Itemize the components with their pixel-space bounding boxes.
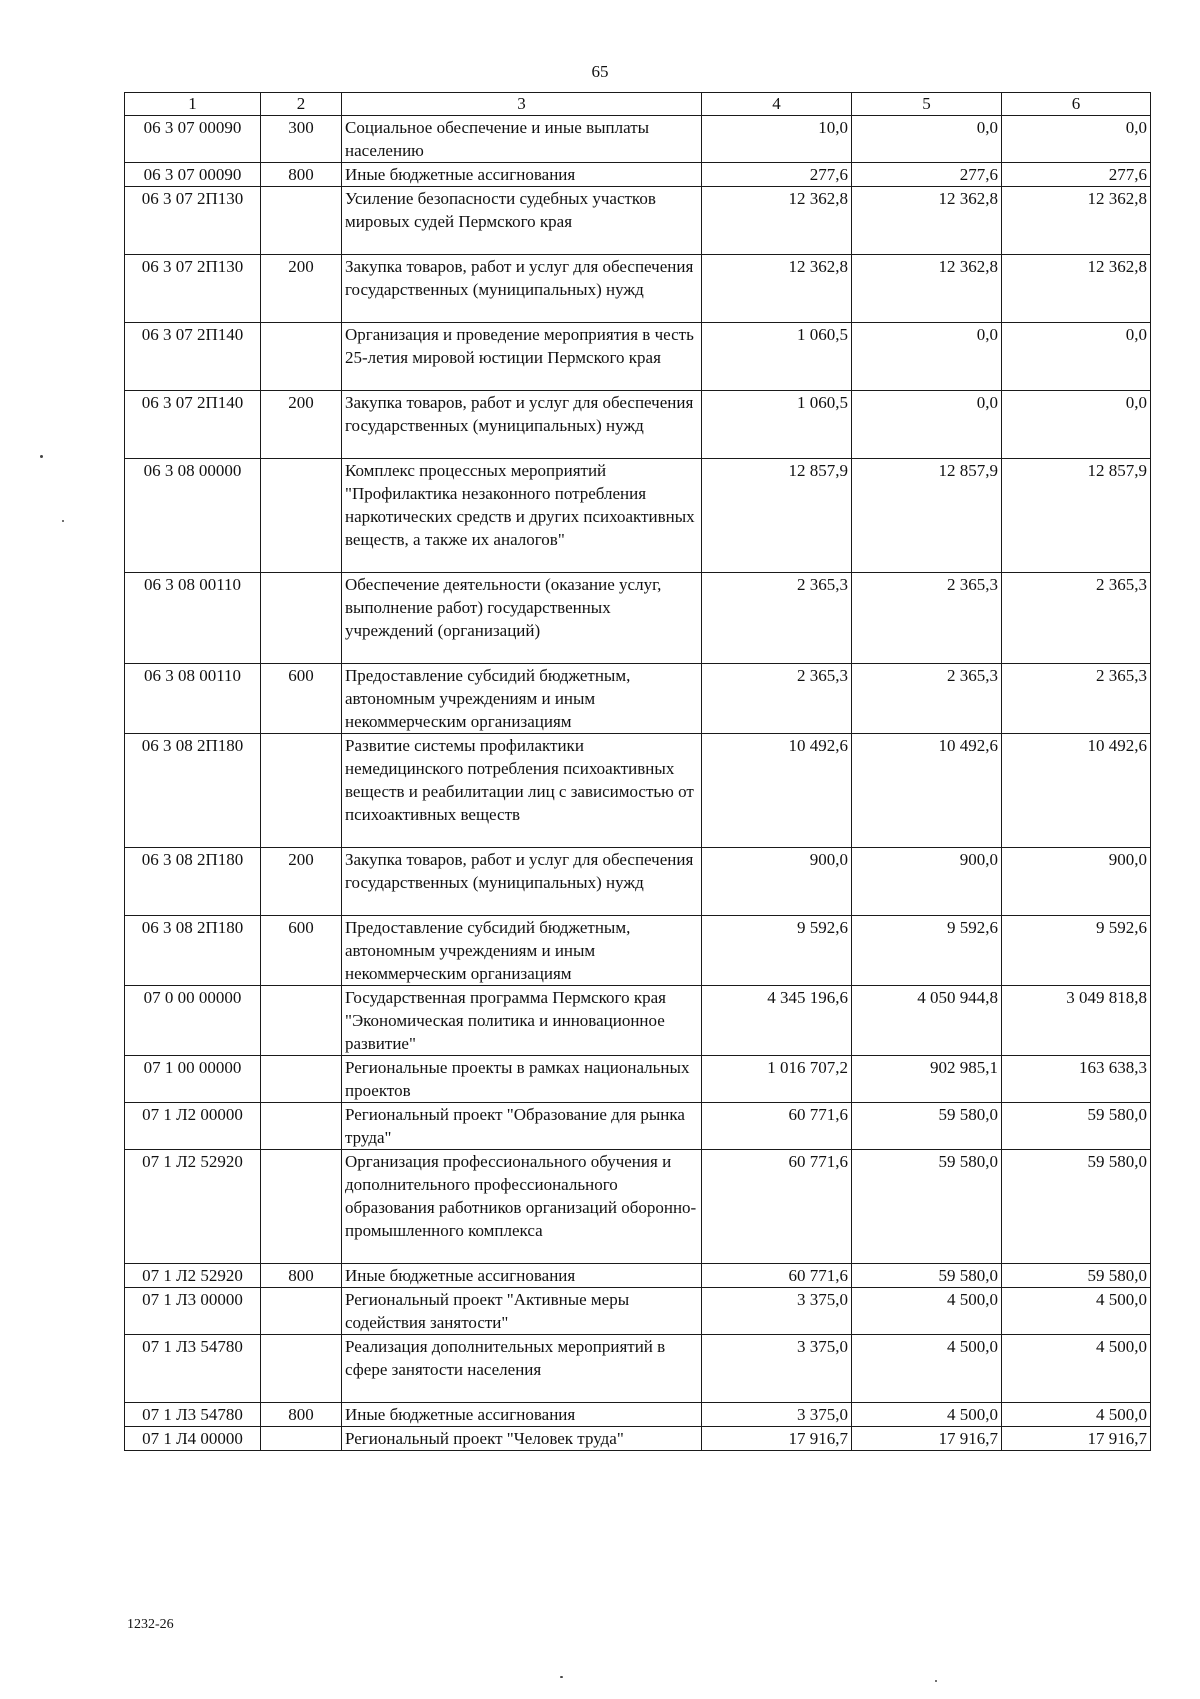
row-value-2-cell: 4 500,0 (852, 1288, 1002, 1335)
row-value-3-cell: 59 580,0 (1002, 1103, 1151, 1150)
row-expense-type-cell: 600 (261, 916, 342, 986)
row-value-1-cell: 1 060,5 (702, 323, 852, 391)
table-row (125, 573, 1151, 664)
row-value-1-cell: 277,6 (702, 163, 852, 187)
row-name-cell: Иные бюджетные ассигнования (342, 1264, 702, 1288)
row-expense-type-cell (261, 1427, 342, 1451)
row-code-cell: 07 1 Л2 52920 (125, 1264, 261, 1288)
row-value-1-cell: 4 345 196,6 (702, 986, 852, 1056)
row-value-3-cell: 2 365,3 (1002, 664, 1151, 734)
row-name-cell: Реализация дополнительных мероприятий в сфере занятости населения (342, 1335, 702, 1403)
row-code-cell: 06 3 08 00110 (125, 664, 261, 734)
row-name-cell: Региональный проект "Активные меры содействия занятости" (342, 1288, 702, 1335)
row-expense-type-cell (261, 459, 342, 573)
row-expense-type-cell (261, 1288, 342, 1335)
row-value-2-cell: 17 916,7 (852, 1427, 1002, 1451)
row-value-2-cell: 902 985,1 (852, 1056, 1002, 1103)
table-row (125, 1403, 1151, 1427)
table-row (125, 187, 1151, 255)
row-value-3-cell: 2 365,3 (1002, 573, 1151, 664)
row-value-2-cell: 59 580,0 (852, 1264, 1002, 1288)
row-value-2-cell: 0,0 (852, 323, 1002, 391)
document-code: 1232-26 (127, 1617, 174, 1632)
row-expense-type-cell: 200 (261, 391, 342, 459)
row-code-cell: 06 3 08 00000 (125, 459, 261, 573)
budget-table (124, 92, 1151, 1451)
row-value-1-cell: 60 771,6 (702, 1264, 852, 1288)
table-row (125, 734, 1151, 848)
row-expense-type-cell (261, 986, 342, 1056)
row-value-2-cell: 12 857,9 (852, 459, 1002, 573)
table-row (125, 1056, 1151, 1103)
row-value-3-cell: 4 500,0 (1002, 1335, 1151, 1403)
row-name-cell: Комплекс процессных мероприятий "Профилактика незаконного потребления наркотических средств и других психоактивных веществ, а также их аналогов" (342, 459, 702, 573)
row-code-cell: 07 1 Л3 54780 (125, 1403, 261, 1427)
row-expense-type-cell (261, 323, 342, 391)
row-expense-type-cell: 600 (261, 664, 342, 734)
row-code-cell: 07 1 Л4 00000 (125, 1427, 261, 1451)
row-value-2-cell: 4 500,0 (852, 1403, 1002, 1427)
row-name-cell: Закупка товаров, работ и услуг для обеспечения государственных (муниципальных) нужд (342, 255, 702, 323)
row-value-1-cell: 12 362,8 (702, 255, 852, 323)
row-expense-type-cell: 200 (261, 848, 342, 916)
row-value-1-cell: 9 592,6 (702, 916, 852, 986)
row-name-cell: Усиление безопасности судебных участков мировых судей Пермского края (342, 187, 702, 255)
row-expense-type-cell (261, 1056, 342, 1103)
column-header: 4 (702, 93, 852, 116)
row-value-3-cell: 59 580,0 (1002, 1264, 1151, 1288)
column-header: 3 (342, 93, 702, 116)
row-code-cell: 06 3 08 2П180 (125, 734, 261, 848)
row-name-cell: Организация профессионального обучения и дополнительного профессионального образования работников организаций оборонно-промышленного комплекса (342, 1150, 702, 1264)
row-value-2-cell: 12 362,8 (852, 255, 1002, 323)
row-value-1-cell: 3 375,0 (702, 1403, 852, 1427)
row-value-1-cell: 17 916,7 (702, 1427, 852, 1451)
row-value-3-cell: 163 638,3 (1002, 1056, 1151, 1103)
row-value-3-cell: 59 580,0 (1002, 1150, 1151, 1264)
row-value-1-cell: 2 365,3 (702, 573, 852, 664)
row-value-1-cell: 10 492,6 (702, 734, 852, 848)
row-code-cell: 06 3 07 2П130 (125, 187, 261, 255)
row-code-cell: 07 1 Л2 00000 (125, 1103, 261, 1150)
table-row (125, 116, 1151, 163)
row-name-cell: Организация и проведение мероприятия в честь 25-летия мировой юстиции Пермского края (342, 323, 702, 391)
row-value-1-cell: 3 375,0 (702, 1335, 852, 1403)
row-value-2-cell: 900,0 (852, 848, 1002, 916)
row-value-3-cell: 12 362,8 (1002, 255, 1151, 323)
row-code-cell: 06 3 08 2П180 (125, 916, 261, 986)
row-code-cell: 06 3 08 00110 (125, 573, 261, 664)
row-value-2-cell: 12 362,8 (852, 187, 1002, 255)
table-row (125, 1264, 1151, 1288)
row-code-cell: 07 1 Л3 00000 (125, 1288, 261, 1335)
row-name-cell: Закупка товаров, работ и услуг для обеспечения государственных (муниципальных) нужд (342, 391, 702, 459)
column-header: 2 (261, 93, 342, 116)
row-value-1-cell: 12 362,8 (702, 187, 852, 255)
table-row (125, 391, 1151, 459)
row-expense-type-cell (261, 1103, 342, 1150)
row-value-2-cell: 277,6 (852, 163, 1002, 187)
row-name-cell: Закупка товаров, работ и услуг для обеспечения государственных (муниципальных) нужд (342, 848, 702, 916)
header-row (125, 93, 1151, 116)
row-value-2-cell: 10 492,6 (852, 734, 1002, 848)
row-value-3-cell: 4 500,0 (1002, 1403, 1151, 1427)
scan-speck (40, 455, 43, 458)
row-value-3-cell: 3 049 818,8 (1002, 986, 1151, 1056)
row-name-cell: Региональный проект "Образование для рынка труда" (342, 1103, 702, 1150)
row-name-cell: Развитие системы профилактики немедицинского потребления психоактивных веществ и реабилитации лиц с зависимостью от психоактивных веществ (342, 734, 702, 848)
table-row (125, 1288, 1151, 1335)
table-row (125, 986, 1151, 1056)
row-name-cell: Иные бюджетные ассигнования (342, 163, 702, 187)
row-value-3-cell: 0,0 (1002, 391, 1151, 459)
row-name-cell: Предоставление субсидий бюджетным, автономным учреждениям и иным некоммерческим организациям (342, 916, 702, 986)
row-name-cell: Социальное обеспечение и иные выплаты населению (342, 116, 702, 163)
row-name-cell: Предоставление субсидий бюджетным, автономным учреждениям и иным некоммерческим организациям (342, 664, 702, 734)
row-value-3-cell: 10 492,6 (1002, 734, 1151, 848)
row-value-3-cell: 0,0 (1002, 323, 1151, 391)
row-name-cell: Обеспечение деятельности (оказание услуг, выполнение работ) государственных учреждений (организаций) (342, 573, 702, 664)
row-code-cell: 06 3 07 00090 (125, 116, 261, 163)
row-value-1-cell: 60 771,6 (702, 1150, 852, 1264)
row-value-2-cell: 2 365,3 (852, 664, 1002, 734)
row-value-3-cell: 12 362,8 (1002, 187, 1151, 255)
row-code-cell: 06 3 07 2П140 (125, 323, 261, 391)
row-expense-type-cell (261, 573, 342, 664)
row-value-2-cell: 59 580,0 (852, 1150, 1002, 1264)
row-expense-type-cell (261, 1335, 342, 1403)
table-row (125, 1150, 1151, 1264)
row-value-2-cell: 2 365,3 (852, 573, 1002, 664)
row-code-cell: 06 3 07 2П130 (125, 255, 261, 323)
row-expense-type-cell (261, 187, 342, 255)
row-expense-type-cell: 300 (261, 116, 342, 163)
row-value-3-cell: 277,6 (1002, 163, 1151, 187)
page-number: 65 (591, 62, 609, 81)
table-row (125, 459, 1151, 573)
column-header: 6 (1002, 93, 1151, 116)
row-expense-type-cell: 800 (261, 1264, 342, 1288)
row-code-cell: 06 3 08 2П180 (125, 848, 261, 916)
row-value-1-cell: 1 060,5 (702, 391, 852, 459)
scan-speck (62, 520, 64, 522)
row-value-2-cell: 9 592,6 (852, 916, 1002, 986)
column-header: 5 (852, 93, 1002, 116)
row-name-cell: Иные бюджетные ассигнования (342, 1403, 702, 1427)
row-expense-type-cell: 200 (261, 255, 342, 323)
row-value-1-cell: 900,0 (702, 848, 852, 916)
row-expense-type-cell (261, 1150, 342, 1264)
row-name-cell: Государственная программа Пермского края "Экономическая политика и инновационное развитие" (342, 986, 702, 1056)
row-value-1-cell: 1 016 707,2 (702, 1056, 852, 1103)
table-row (125, 1335, 1151, 1403)
row-expense-type-cell: 800 (261, 163, 342, 187)
table-row (125, 1103, 1151, 1150)
row-value-1-cell: 10,0 (702, 116, 852, 163)
row-value-3-cell: 9 592,6 (1002, 916, 1151, 986)
row-value-3-cell: 12 857,9 (1002, 459, 1151, 573)
row-value-3-cell: 4 500,0 (1002, 1288, 1151, 1335)
column-header: 1 (125, 93, 261, 116)
row-value-1-cell: 3 375,0 (702, 1288, 852, 1335)
scan-speck (560, 1676, 563, 1678)
row-value-1-cell: 2 365,3 (702, 664, 852, 734)
row-value-3-cell: 0,0 (1002, 116, 1151, 163)
row-code-cell: 07 0 00 00000 (125, 986, 261, 1056)
table-row (125, 916, 1151, 986)
row-expense-type-cell: 800 (261, 1403, 342, 1427)
row-code-cell: 06 3 07 00090 (125, 163, 261, 187)
row-code-cell: 07 1 00 00000 (125, 1056, 261, 1103)
row-value-3-cell: 900,0 (1002, 848, 1151, 916)
row-value-3-cell: 17 916,7 (1002, 1427, 1151, 1451)
row-value-2-cell: 4 500,0 (852, 1335, 1002, 1403)
row-name-cell: Региональный проект "Человек труда" (342, 1427, 702, 1451)
row-expense-type-cell (261, 734, 342, 848)
scan-speck (935, 1680, 937, 1682)
row-code-cell: 07 1 Л2 52920 (125, 1150, 261, 1264)
table-row (125, 664, 1151, 734)
table-row (125, 323, 1151, 391)
row-value-2-cell: 0,0 (852, 116, 1002, 163)
row-value-2-cell: 59 580,0 (852, 1103, 1002, 1150)
row-code-cell: 07 1 Л3 54780 (125, 1335, 261, 1403)
table-row (125, 163, 1151, 187)
table-row (125, 255, 1151, 323)
row-value-1-cell: 12 857,9 (702, 459, 852, 573)
row-code-cell: 06 3 07 2П140 (125, 391, 261, 459)
row-value-2-cell: 4 050 944,8 (852, 986, 1002, 1056)
table-row (125, 848, 1151, 916)
table-row (125, 1427, 1151, 1451)
row-value-2-cell: 0,0 (852, 391, 1002, 459)
row-name-cell: Региональные проекты в рамках национальных проектов (342, 1056, 702, 1103)
row-value-1-cell: 60 771,6 (702, 1103, 852, 1150)
